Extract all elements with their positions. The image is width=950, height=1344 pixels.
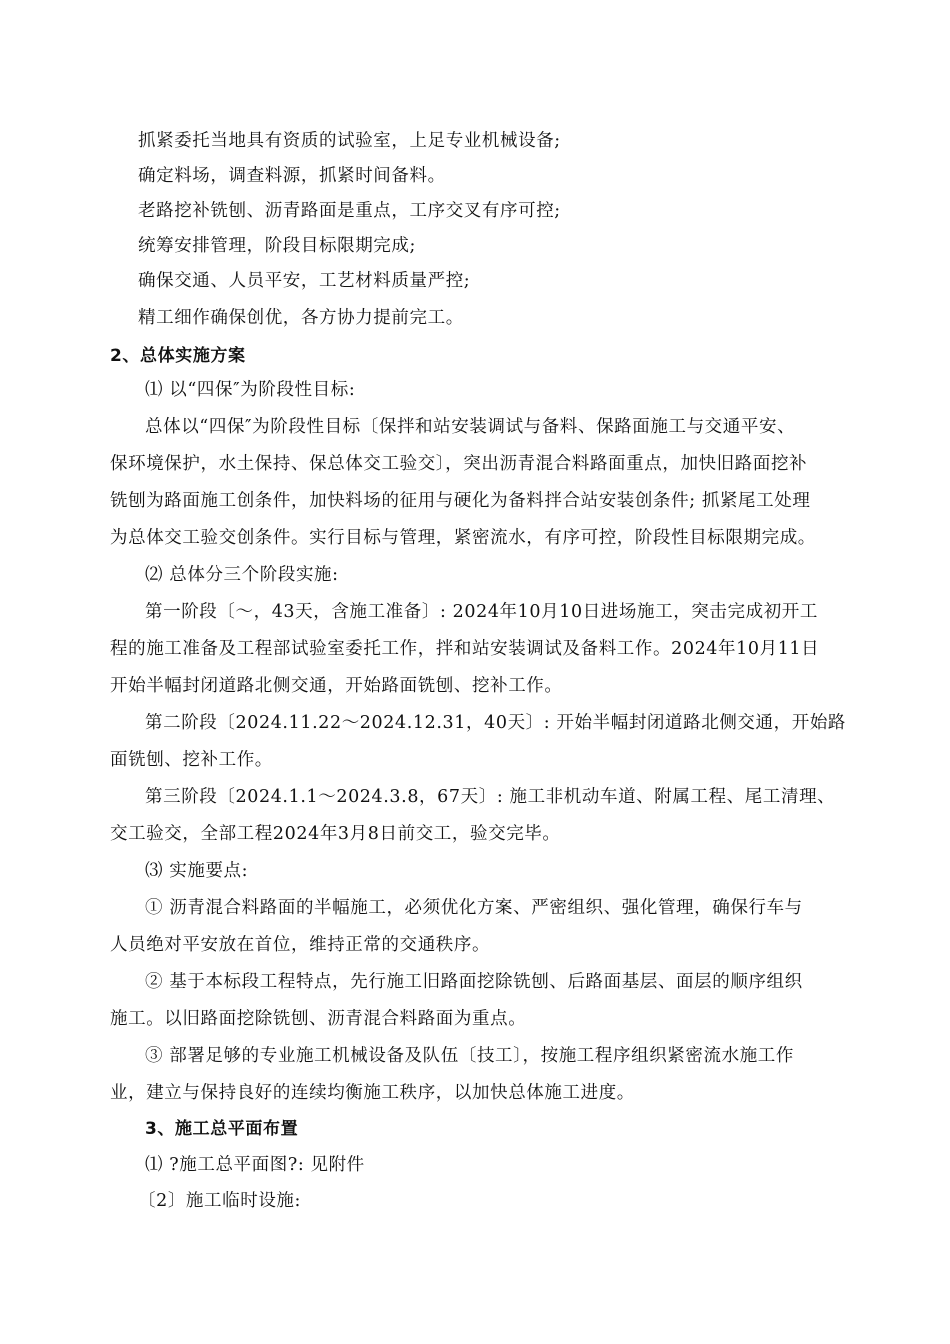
text-line: 为总体交工验交创条件。实行目标与管理，紧密流水，有序可控，阶段性目标限期完成。 (110, 528, 816, 548)
text-line: 业，建立与保持良好的连续均衡施工秩序，以加快总体施工进度。 (110, 1083, 635, 1103)
text-line: 总体以“四保″为阶段性目标〔保拌和站安装调试与备料、保路面施工与交通平安、 (145, 417, 796, 437)
text-line: ③ 部署足够的专业施工机械设备及队伍〔技工〕，按施工程序组织紧密流水施工作 (145, 1046, 795, 1066)
text-line: 确保交通、人员平安，工艺材料质量严控; (138, 271, 471, 291)
text-line: 第一阶段〔～，43天，含施工准备〕: 2024年10月10日进场施工，突击完成初开工 (145, 602, 818, 622)
subsection-3: ⑶ 实施要点: (145, 861, 249, 881)
text-line: 开始半幅封闭道路北侧交通，开始路面铣刨、挖补工作。 (110, 676, 563, 696)
subsection-1: ⑴ ?施工总平面图?: 见附件 (145, 1155, 365, 1175)
text-line: 抓紧委托当地具有资质的试验室，上足专业机械设备; (138, 131, 561, 151)
text-line: 精工细作确保创优，各方协力提前完工。 (138, 308, 464, 328)
text-line: 施工。以旧路面挖除铣刨、沥青混合料路面为重点。 (110, 1009, 527, 1029)
text-line: 程的施工准备及工程部试验室委托工作，拌和站安装调试及备料工作。2024年10月11日 (110, 639, 820, 659)
text-line: 老路挖补铣刨、沥青路面是重点，工序交叉有序可控; (138, 201, 561, 221)
text-line: 交工验交，全部工程2024年3月8日前交工，验交完毕。 (110, 824, 561, 844)
text-line: 铣刨为路面施工创条件，加快料场的征用与硬化为备料拌合站安装创条件; 抓紧尾工处理 (110, 491, 811, 511)
text-line: 第二阶段〔2024.11.22～2024.12.31，40天〕: 开始半幅封闭道路北侧交通，开始路 (145, 713, 847, 733)
text-line: 保环境保护，水土保持、保总体交工验交〕，突出沥青混合料路面重点，加快旧路面挖补 (110, 454, 808, 474)
text-line: 第三阶段〔2024.1.1～2024.3.8，67天〕: 施工非机动车道、附属工程、尾工清理、 (145, 787, 836, 807)
text-line: 人员绝对平安放在首位，维持正常的交通秩序。 (110, 935, 491, 955)
text-line: 统筹安排管理，阶段目标限期完成; (138, 236, 416, 256)
text-line: ① 沥青混合料路面的半幅施工，必须优化方案、严密组织、强化管理，确保行车与 (145, 898, 803, 918)
section-heading-2: 2、总体实施方案 (110, 346, 246, 366)
text-line: 面铣刨、挖补工作。 (110, 750, 273, 770)
subsection-2: ⑵ 总体分三个阶段实施: (145, 565, 339, 585)
section-heading-3: 3、施工总平面布置 (145, 1119, 299, 1139)
text-line: 确定料场，调查料源，抓紧时间备料。 (138, 166, 446, 186)
subsection-1: ⑴ 以“四保″为阶段性目标: (145, 380, 356, 400)
subsection-2: 〔2〕施工临时设施: (138, 1191, 302, 1211)
text-line: ② 基于本标段工程特点，先行施工旧路面挖除铣刨、后路面基层、面层的顺序组织 (145, 972, 803, 992)
